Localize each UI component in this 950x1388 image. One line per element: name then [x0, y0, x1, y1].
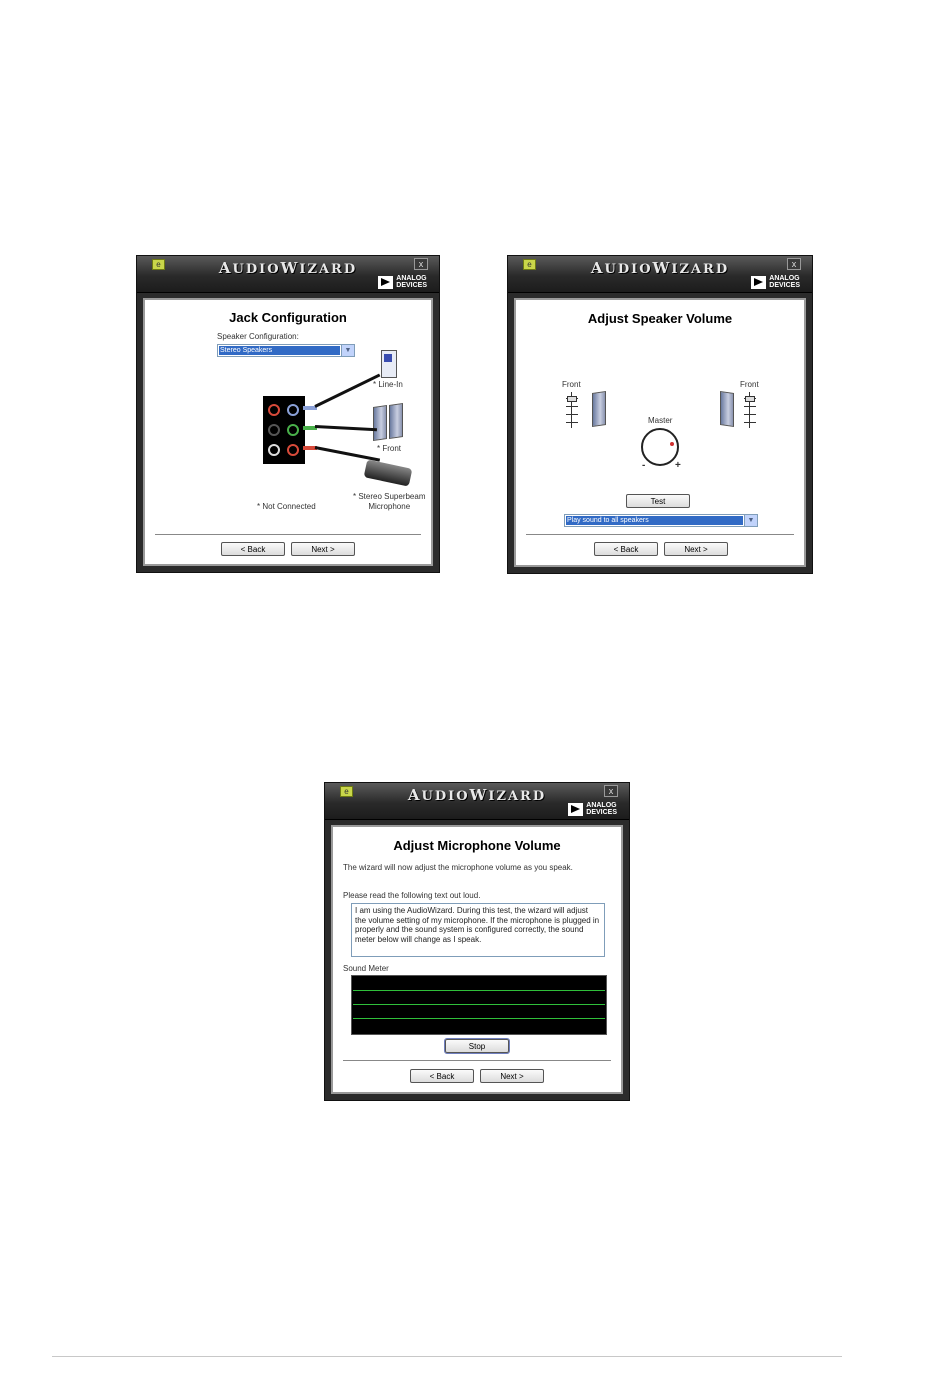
- slider-thumb[interactable]: [567, 396, 577, 402]
- app-title: AUDIOWIZARD: [218, 259, 358, 277]
- knob-indicator: [670, 442, 674, 446]
- mic-label: * Stereo Superbeam Microphone: [353, 492, 426, 511]
- front-left-speaker-icon: [592, 391, 606, 427]
- divider: [155, 534, 421, 536]
- speaker-config-select[interactable]: Stereo Speakers ▼: [217, 344, 355, 357]
- close-button[interactable]: x: [414, 258, 428, 270]
- page-title: Adjust Speaker Volume: [587, 311, 733, 326]
- chevron-down-icon[interactable]: ▼: [341, 345, 354, 356]
- jack-panel-image: [263, 396, 305, 464]
- slider-thumb[interactable]: [745, 396, 755, 402]
- back-button[interactable]: < Back: [221, 542, 285, 556]
- app-title: AUDIOWIZARD: [407, 786, 547, 804]
- divider: [343, 1060, 611, 1062]
- jack-blue[interactable]: [287, 404, 299, 416]
- jack-config-window: [136, 255, 440, 573]
- next-button[interactable]: Next >: [664, 542, 728, 556]
- microphone-volume-window: [324, 782, 630, 1101]
- line-in-device-icon: [381, 350, 397, 378]
- app-menu-icon[interactable]: e: [523, 259, 536, 270]
- page-footer-rule: [52, 1356, 842, 1357]
- front-left-slider[interactable]: [566, 392, 578, 428]
- master-volume-knob[interactable]: [641, 428, 679, 466]
- jack-pink-rear: [268, 404, 280, 416]
- line-in-label: * Line-In: [373, 380, 403, 389]
- analog-devices-logo-icon: [568, 803, 583, 816]
- back-button[interactable]: < Back: [594, 542, 658, 556]
- test-button[interactable]: Test: [626, 494, 690, 508]
- jack-green[interactable]: [287, 424, 299, 436]
- front-label: * Front: [377, 444, 402, 453]
- master-label: Master: [648, 416, 673, 425]
- app-menu-icon[interactable]: e: [152, 259, 165, 270]
- next-button[interactable]: Next >: [480, 1069, 544, 1083]
- meter-line: [353, 1004, 605, 1005]
- intro-text: The wizard will now adjust the microphone volume as you speak.: [343, 863, 573, 872]
- speaker-config-label: Speaker Configuration:: [217, 332, 299, 341]
- close-button[interactable]: x: [787, 258, 801, 270]
- title-bar[interactable]: [508, 256, 812, 293]
- close-button[interactable]: x: [604, 785, 618, 797]
- analog-devices-logo: ANALOG DEVICES: [378, 275, 427, 289]
- knob-plus: +: [675, 460, 681, 471]
- title-bar[interactable]: [137, 256, 439, 293]
- divider: [526, 534, 794, 536]
- sound-meter-label: Sound Meter: [343, 964, 389, 973]
- cable-line-in: [314, 374, 380, 408]
- jack-gray: [268, 424, 280, 436]
- front-right-slider[interactable]: [744, 392, 756, 428]
- front-right-speaker-icon: [720, 391, 734, 427]
- stop-button[interactable]: Stop: [445, 1039, 509, 1053]
- meter-line: [353, 1018, 605, 1019]
- title-bar[interactable]: [325, 783, 629, 820]
- app-title: AUDIOWIZARD: [590, 259, 730, 277]
- meter-line: [353, 990, 605, 991]
- back-button[interactable]: < Back: [410, 1069, 474, 1083]
- front-left-label: Front: [562, 380, 581, 389]
- read-label: Please read the following text out loud.: [343, 891, 481, 900]
- microphone-device-icon: [364, 459, 413, 486]
- app-menu-icon[interactable]: e: [340, 786, 353, 797]
- cable-front: [315, 425, 377, 431]
- analog-devices-logo-icon: [751, 276, 766, 289]
- page-title: Adjust Microphone Volume: [393, 838, 561, 853]
- analog-devices-logo-icon: [378, 276, 393, 289]
- knob-minus: -: [642, 460, 646, 471]
- analog-devices-logo: ANALOG DEVICES: [568, 802, 617, 816]
- cable-mic: [315, 446, 380, 462]
- speaker-volume-window: [507, 255, 813, 574]
- sound-meter: [351, 975, 607, 1035]
- jack-pink[interactable]: [287, 444, 299, 456]
- content-panel: [514, 298, 806, 567]
- front-right-label: Front: [740, 380, 759, 389]
- read-text-box: I am using the AudioWizard. During this test, the wizard will adjust the volume setting of my microphone. If the microphone is plugged in properly and the sound system is configured correctly, the sound meter below will change as I speak.: [351, 903, 605, 957]
- play-sound-select[interactable]: Play sound to all speakers ▼: [564, 514, 758, 527]
- content-panel: [331, 825, 623, 1094]
- content-panel: [143, 298, 433, 566]
- next-button[interactable]: Next >: [291, 542, 355, 556]
- chevron-down-icon[interactable]: ▼: [744, 515, 757, 526]
- jack-white: [268, 444, 280, 456]
- analog-devices-logo: ANALOG DEVICES: [751, 275, 800, 289]
- front-speakers-icon: [373, 404, 405, 438]
- page-title: Jack Configuration: [229, 310, 347, 325]
- not-connected-label: * Not Connected: [257, 502, 316, 511]
